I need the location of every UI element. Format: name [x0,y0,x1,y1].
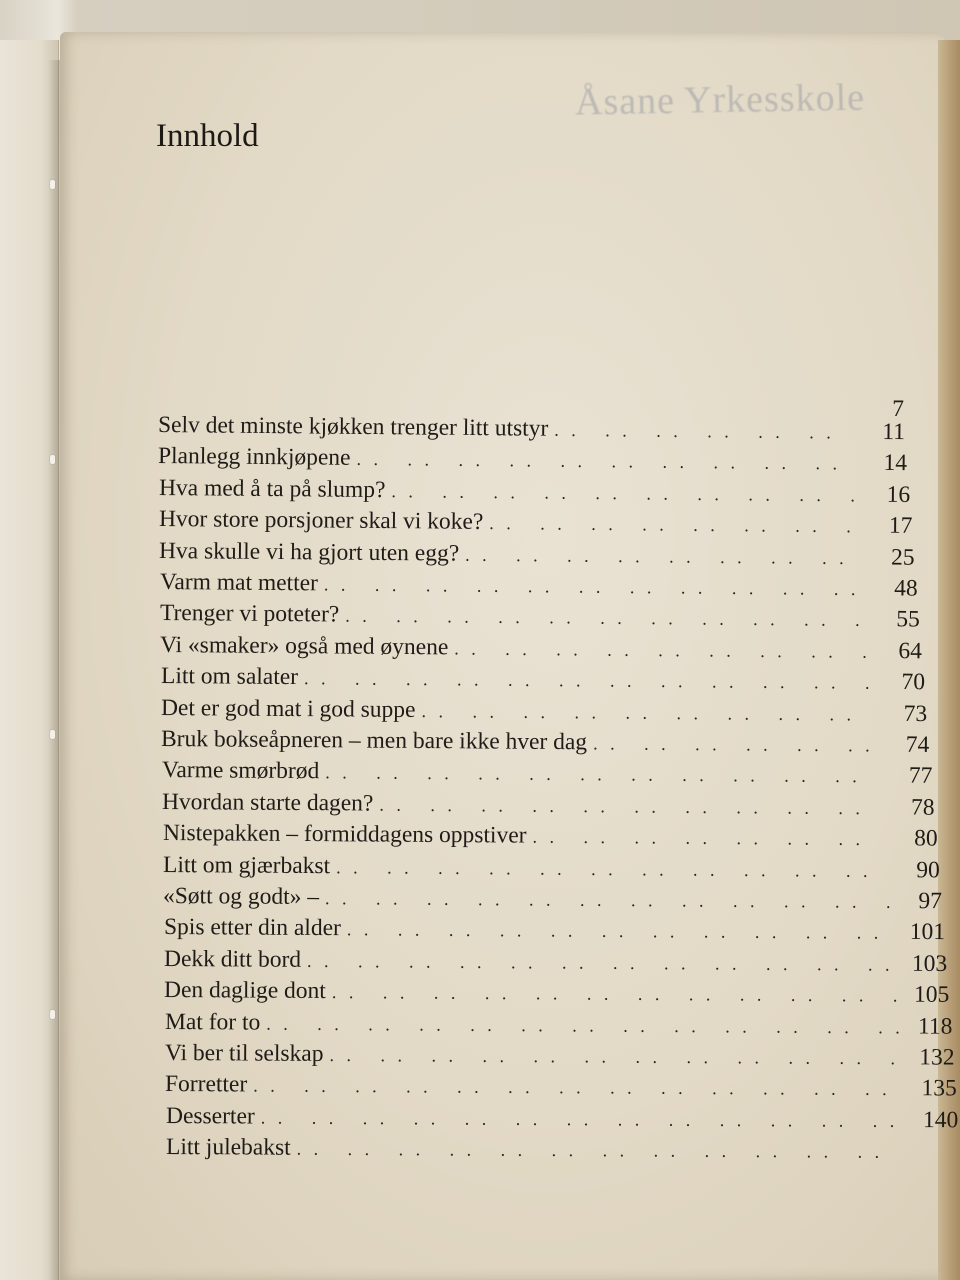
toc-entry-label: Vi ber til selskap [164,1040,324,1067]
toc-entry-label: Mat for to [164,1008,260,1036]
toc-dot-leader [346,920,894,945]
toc-entry-label: Hvordan starte dagen? [162,788,374,817]
toc-entry [160,632,922,668]
toc-entry-page: 140 [922,1106,959,1134]
toc-entry-page: 70 [901,669,925,696]
toc-dot-leader [455,638,873,662]
page-title: Innhold [156,118,259,154]
intro-page-number: 7 [892,396,904,422]
toc-entry-page: 14 [883,450,908,477]
toc-entry-label: Spis etter din alder [163,914,341,942]
toc-dot-leader [260,1107,908,1132]
toc-entry-label: Varm mat metter [159,569,318,597]
toc-entry-label: Den daglige dont [164,977,327,1005]
toc-dot-leader [554,420,855,444]
toc-dot-leader [325,888,892,913]
toc-entry [160,600,920,636]
toc-entry-page: 16 [886,481,911,508]
toc-dot-leader [324,574,868,600]
toc-entry-label: Desserter [165,1102,255,1130]
toc-entry-page: 97 [918,888,943,915]
toc-entry [159,538,915,575]
toc-entry [158,443,907,480]
toc-entry-page: 101 [909,919,945,946]
toc-entry-page: 105 [914,981,950,1009]
toc-entry-label: Det er god mat i god suppe [161,694,416,723]
toc-entry-page: 118 [917,1013,953,1040]
toc-dot-leader [594,733,880,756]
toc-entry-label: Forretter [165,1071,248,1098]
toc-entry-label: Litt om gjærbakst [162,851,331,879]
toc-entry-page: 73 [903,700,928,727]
toc-entry [159,506,913,543]
toc-entry-label: Litt om salater [160,663,298,691]
toc-dot-leader [329,1045,904,1069]
toc-entry-label: Bruk bokseåpneren – men bare ikke hver dag [161,726,588,756]
toc-entry-page: 80 [913,825,938,852]
toc-dot-leader [297,1139,908,1163]
toc-dot-leader [357,449,858,475]
toc-dot-leader [332,982,900,1007]
toc-entry [166,1103,958,1137]
toc-entry-label: Hvor store porsjoner skal vi koke? [158,506,484,536]
toc-entry [163,914,944,949]
toc-entry [163,883,942,918]
toc-entry-label: Trenger vi poteter? [159,600,340,628]
toc-dot-leader [325,763,882,788]
toc-entry [162,757,933,793]
toc-entry [162,789,935,825]
toc-entry-page: 25 [891,544,916,571]
toc-entry [161,663,925,699]
toc-entry [163,852,940,887]
toc-entry-label: Hva skulle vi ha gjort uten egg? [159,537,460,567]
toc-entry-page: 17 [888,512,913,539]
toc-entry [166,1134,958,1168]
toc-dot-leader [532,827,887,851]
toc-entry [165,1040,955,1075]
toc-entry [165,1009,953,1044]
toc-entry [165,1071,957,1105]
toc-dot-leader [391,481,860,506]
toc-dot-leader [345,606,870,631]
toc-entry-label: Vi «smaker» også med øynene [160,631,449,661]
toc-entry [164,946,947,981]
toc-entry-page: 78 [911,794,935,821]
toc-entry-label: Litt julebakst [165,1134,291,1161]
toc-entry-page: 135 [921,1075,958,1102]
toc-entry-page: 74 [906,731,930,758]
toc-entry-page: 64 [898,637,923,665]
toc-entry-page: 132 [919,1044,955,1071]
toc-entry-label: «Søtt og godt» – [163,883,320,911]
toc-dot-leader [253,1076,907,1101]
toc-entry-label: Varme smørbrød [161,757,320,785]
toc-dot-leader [266,1013,902,1038]
toc-dot-leader [304,668,875,694]
toc-entry-label: Dekk ditt bord [163,945,302,973]
toc-dot-leader [465,544,864,569]
toc-dot-leader [380,794,885,819]
toc-entry [162,820,937,856]
toc-entry [164,977,950,1012]
owner-stamp: Åsane Yrkesskole [574,76,866,124]
toc-entry-label: Planlegg innkjøpene [158,443,352,472]
toc-entry [161,695,927,731]
toc-entry-page: 11 [882,418,906,446]
toc-entry-page: 55 [896,606,920,633]
toc-entry-page: 48 [893,575,918,602]
toc-entry-label: Selv det minste kjøkken trenger litt utstyr [157,412,549,442]
toc-dot-leader [489,513,862,537]
toc-entry-page: 103 [911,950,948,977]
toc-entry-label: Nistepakken – formiddagens oppstiver [162,820,527,849]
toc-entry-page: 77 [908,763,933,790]
toc-entry-page: 90 [916,856,940,883]
toc-entry [161,726,930,762]
toc-dot-leader [422,701,878,726]
toc-dot-leader [307,951,897,976]
toc-dot-leader [336,857,890,882]
toc-entry-label: Hva med å ta på slump? [158,474,386,503]
